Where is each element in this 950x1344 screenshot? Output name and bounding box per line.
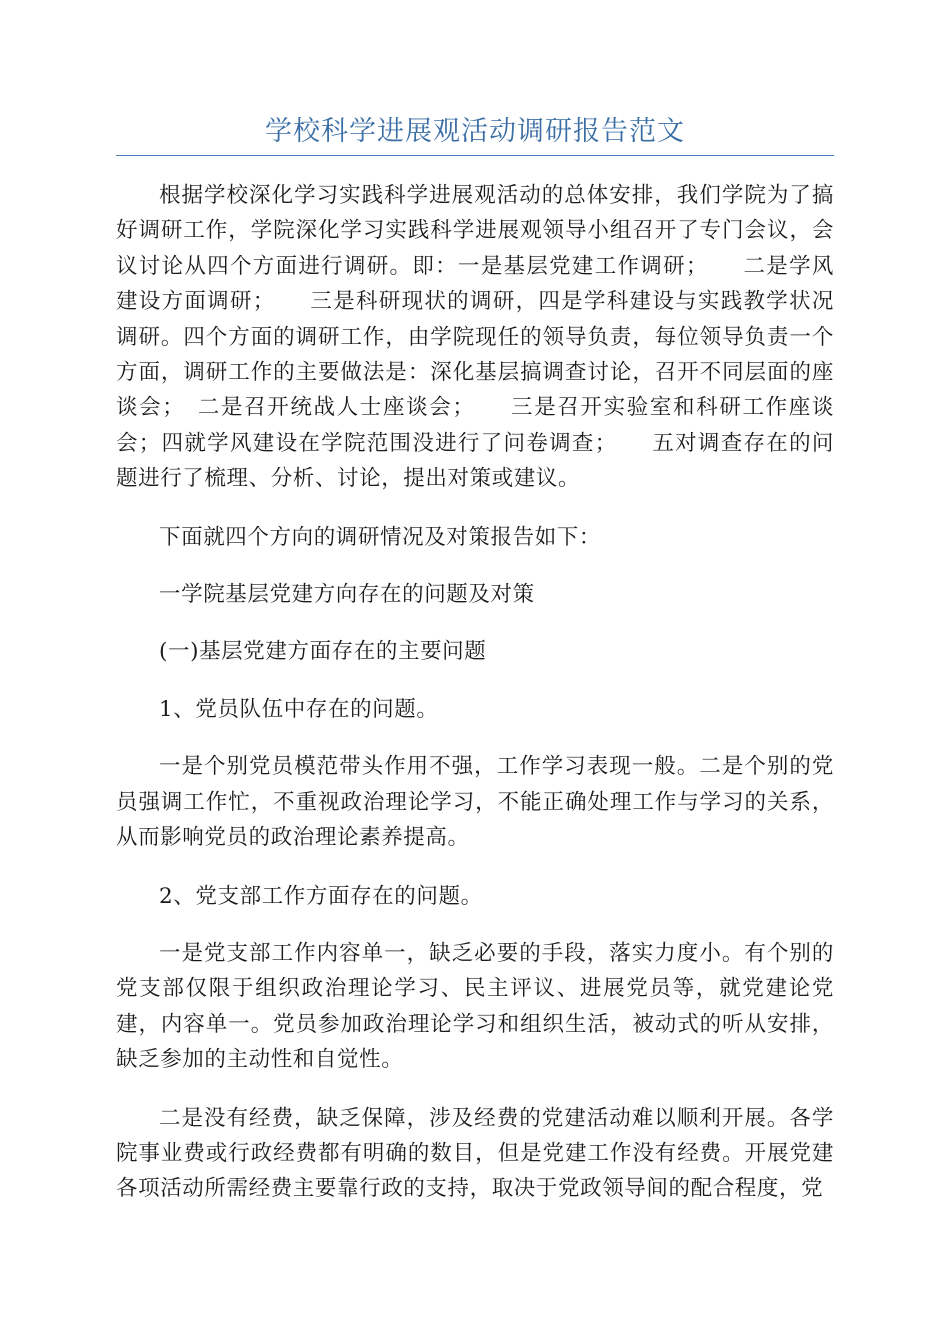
section-heading: 一学院基层党建方向存在的问题及对策 [159,582,535,608]
item-heading-2: 2、党支部工作方面存在的问题。 [159,883,483,909]
paragraph-item-1: 一是个别党员模范带头作用不强，工作学习表现一般。二是个别的党员强调工作忙，不重视政治理论学习，不能正确处理工作与学习的关系，从而影响党员的政治理论素养提高。 [116,754,834,851]
paragraph-intro: 根据学校深化学习实践科学进展观活动的总体安排，我们学院为了搞好调研工作，学院深化学习实践科学进展观领导小组召开了专门会议，会议讨论从四个方面进行调研。即：一是基层党建工作调研； 二是学风建设方面调研； 三是科研现状的调研，四是学科建设与实践教学状况调研。四个方面的调研工作，由学院现任的领导负责，每位领导负责一个方面，调研工作的主要做法是：深化基层搞调查讨论，召开不同层面的座谈会； 二是召开统战人士座谈会； 三是召开实验室和科研工作座谈会；四就学风建设在学院范围没进行了问卷调查； 五对调查存在的问题进行了梳理、分析、讨论，提出对策或建议。 [116,183,834,492]
item-heading-1: 1、党员队伍中存在的问题。 [159,696,439,722]
subsection-heading: (一)基层党建方面存在的主要问题 [159,639,487,665]
title-underline [116,155,834,156]
paragraph-item-2b: 二是没有经费，缺乏保障，涉及经费的党建活动难以顺利开展。各学院事业费或行政经费都有明确的数目，但是党建工作没有经费。开展党建各项活动所需经费主要靠行政的支持，取决于党政领导间的配合程度，党 [116,1105,834,1202]
document-body [116,178,834,1230]
paragraph-report-lead: 下面就四个方向的调研情况及对策报告如下： [159,524,602,550]
document-title: 学校科学进展观活动调研报告范文 [265,116,685,147]
paragraph-item-2a: 一是党支部工作内容单一，缺乏必要的手段，落实力度小。有个别的党支部仅限于组织政治理论学习、民主评议、进展党员等，就党建论党建，内容单一。党员参加政治理论学习和组织生活，被动式的听从安排，缺乏参加的主动性和自觉性。 [116,940,834,1073]
